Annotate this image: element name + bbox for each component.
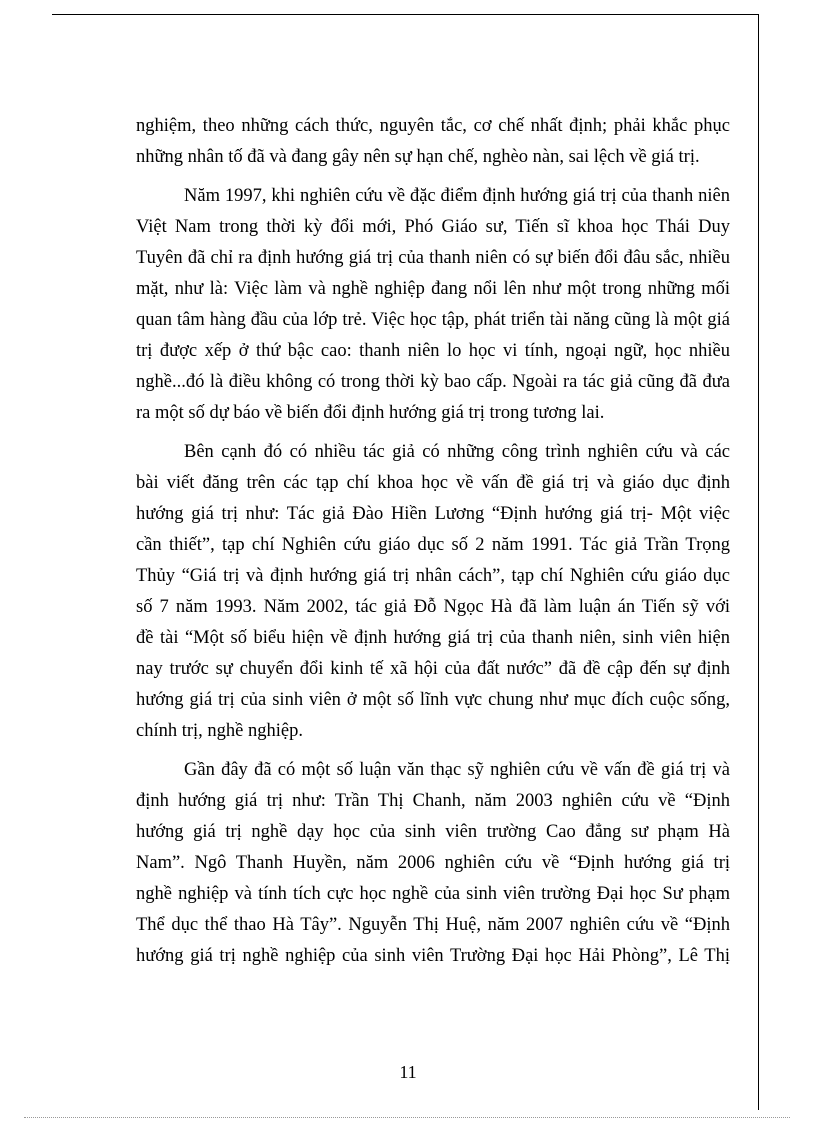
text-line: quan tâm hàng đầu của lớp trẻ. Việc học tập, phát triển tài năng cũng là một giá — [136, 310, 730, 330]
paragraph-gap — [136, 429, 730, 437]
text-line: nghề...đó là điều không có trong thời kỳ bao cấp. Ngoài ra tác giả cũng đã đưa — [136, 372, 730, 392]
document-body — [136, 111, 730, 972]
text-line: chính trị, nghề nghiệp. — [136, 721, 303, 741]
text-line: mặt, như là: Việc làm và nghề nghiệp đang nổi lên như một trong những mối — [136, 279, 730, 299]
text-line: hướng giá trị nghề nghiệp của sinh viên Trường Đại học Hải Phòng”, Lê Thị — [136, 946, 730, 966]
text-line: nay trước sự chuyển đổi kinh tế xã hội của đất nước” đã đề cập đến sự định — [136, 659, 730, 679]
text-line: những nhân tố đã và đang gây nên sự hạn chế, nghèo nàn, sai lệch về giá trị. — [136, 147, 700, 167]
paragraph — [136, 111, 730, 173]
text-line: hướng giá trị nghề dạy học của sinh viên trường Cao đẳng sư phạm Hà — [136, 822, 730, 842]
text-line: cần thiết”, tạp chí Nghiên cứu giáo dục số 2 năm 1991. Tác giả Trần Trọng — [136, 535, 730, 555]
text-line: trị được xếp ở thứ bậc cao: thanh niên lo học vi tính, ngoại ngữ, học nhiều — [136, 341, 730, 361]
text-line: Bên cạnh đó có nhiều tác giả có những công trình nghiên cứu và các — [184, 442, 730, 462]
text-line: nghề nghiệp và tính tích cực học nghề của sinh viên trường Đại học Sư phạm — [136, 884, 730, 904]
text-line: số 7 năm 1993. Năm 2002, tác giả Đỗ Ngọc Hà đã làm luận án Tiến sỹ với — [136, 597, 730, 617]
paragraph — [136, 181, 730, 429]
text-line: Tuyên đã chỉ ra định hướng giá trị của thanh niên có sự biến đổi đâu sắc, nhiều — [136, 248, 730, 268]
page-bottom-rule — [24, 1117, 790, 1118]
text-line: hướng giá trị như: Tác giả Đào Hiền Lương “Định hướng giá trị- Một việc — [136, 504, 730, 524]
page-number: 11 — [399, 1062, 417, 1082]
text-line: hướng giá trị của sinh viên ở một số lĩnh vực chung như mục đích cuộc sống, — [136, 690, 730, 710]
text-line: Gần đây đã có một số luận văn thạc sỹ nghiên cứu về vấn đề giá trị và — [184, 760, 730, 780]
text-line: nghiệm, theo những cách thức, nguyên tắc, cơ chế nhất định; phải khắc phục — [136, 116, 730, 136]
text-line: Nam”. Ngô Thanh Huyền, năm 2006 nghiên cứu về “Định hướng giá trị — [136, 853, 730, 873]
paragraph — [136, 755, 730, 972]
text-line: Thủy “Giá trị và định hướng giá trị nhân cách”, tạp chí Nghiên cứu giáo dục — [136, 566, 730, 586]
paragraph — [136, 437, 730, 747]
text-line: bài viết đăng trên các tạp chí khoa học về vấn đề giá trị và giáo dục định — [136, 473, 730, 493]
text-line: ra một số dự báo về biến đổi định hướng giá trị trong tương lai. — [136, 403, 605, 423]
text-line: Việt Nam trong thời kỳ đổi mới, Phó Giáo sư, Tiến sĩ khoa học Thái Duy — [136, 217, 730, 237]
text-line: Năm 1997, khi nghiên cứu về đặc điểm định hướng giá trị của thanh niên — [184, 186, 730, 206]
text-line: Thể dục thể thao Hà Tây”. Nguyễn Thị Huệ, năm 2007 nghiên cứu về “Định — [136, 915, 730, 935]
text-line: đề tài “Một số biểu hiện về định hướng giá trị của thanh niên, sinh viên hiện — [136, 628, 730, 648]
text-line: định hướng giá trị như: Trần Thị Chanh, năm 2003 nghiên cứu về “Định — [136, 791, 730, 811]
paragraph-gap — [136, 747, 730, 755]
paragraph-gap — [136, 173, 730, 181]
